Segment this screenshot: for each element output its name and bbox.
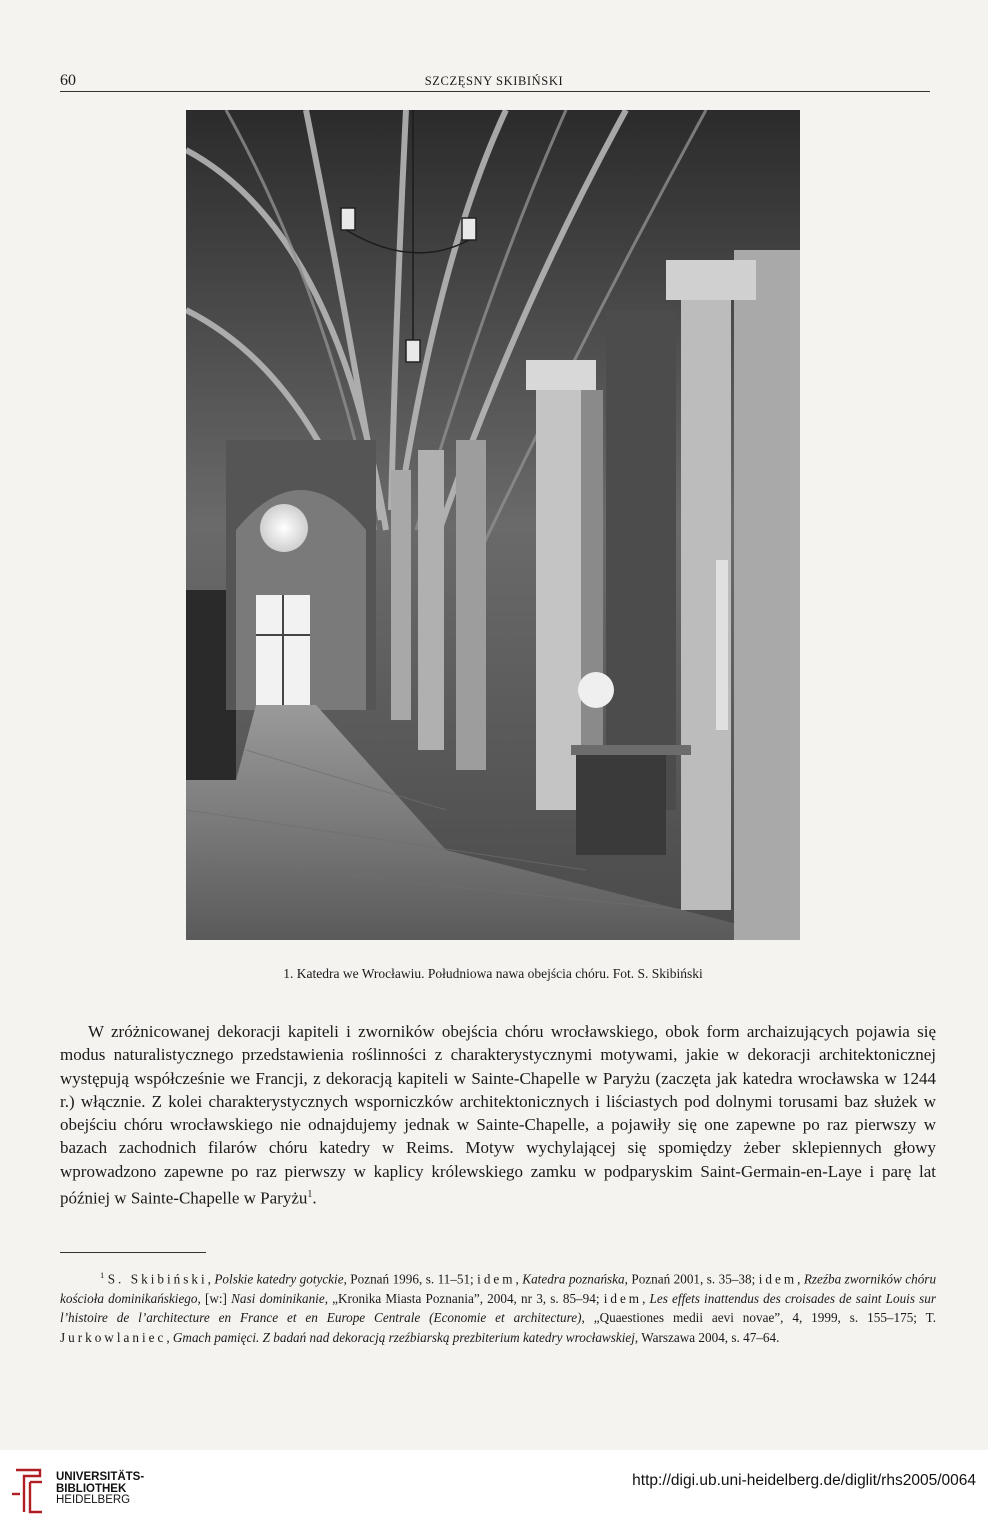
logo-line: BIBLIOTHEK (56, 1482, 127, 1495)
footnote-text: , „Kronika Miasta Poznania”, 2004, nr 3, s. 85–94; (324, 1290, 604, 1306)
footnote-author: Jurkowlaniec (60, 1329, 167, 1345)
footnote-text: , [w:] (197, 1290, 232, 1306)
source-url-link[interactable]: http://digi.ub.uni-heidelberg.de/diglit/rhs2005/0064 (632, 1472, 976, 1489)
footnote-title: Rzeźba zworników chóru kościoła dominikańskiego (60, 1271, 937, 1306)
logo-line: UNIVERSITÄTS- (56, 1471, 145, 1483)
footnote-author: S. Skibiński (107, 1271, 208, 1287)
footnote-text: , Poznań 2001, s. 35–38; (624, 1271, 759, 1287)
footnote-idem: idem (603, 1290, 643, 1306)
footnote-text: , Warszawa 2004, s. 47–64. (634, 1329, 780, 1345)
cathedral-photo (186, 110, 800, 940)
footnote-title: Les effets inattendus des croisades de saint Louis sur l’histoire de l’architecture en France et en Europe Centrale (Economie et architecture) (60, 1290, 936, 1326)
footnote-title: Nasi dominikanie (231, 1290, 325, 1306)
footnote-title: Polskie katedry gotyckie (214, 1271, 344, 1287)
library-logo-icon (10, 1466, 46, 1516)
footnote-idem: idem (477, 1271, 516, 1287)
footnote-text: , (166, 1329, 173, 1345)
footnote-rule (60, 1252, 206, 1253)
footnote-number: 1 (100, 1270, 105, 1280)
header-rule (60, 91, 930, 92)
logo-line: HEIDELBERG (56, 1494, 131, 1506)
footnote-reference[interactable]: 1 (307, 1189, 313, 1201)
running-head: SZCZĘSNY SKIBIŃSKI (424, 74, 564, 88)
footnote: $^1$ S. Skibiński, Polskie katedry gotyckie, Poznań 1996, s. 11–51; idem, Katedra poznańska, Poznań 2001, s. 35–38; idem, Rzeźba zworników chóru kościoła dominikańskiego, [w:] Nasi dominikanie, „Kronika Miasta Poznania”, 2004, nr 3, s. 85–94; idem, Les effets inattendus des croisades de saint Louis sur l’histoire de l’architecture en France et en Europe Centrale (Economie et architecture), „Quaestiones medii aevi novae”, 4, 1999, s. 155–175; T. Jurkowlaniec, Gmach pamięci. Z badań nad dekoracją rzeźbiarską prezbiterium katedry wrocławskiej, Warszawa 2004, s. 47–64. (60, 1270, 937, 1345)
footnote-title: Gmach pamięci. Z badań nad dekoracją rzeźbiarską prezbiterium katedry wrocławskiej (172, 1329, 635, 1345)
cathedral-aisle-image (186, 110, 800, 940)
body-paragraph: W zróżnicowanej dekoracji kapiteli i zworników obejścia chóru wrocławskiego, obok form archaizujących pojawia się modus naturalistycznego przedstawienia roślinności z charakterystycznymi motywami, jakie w dekoracji architektonicznej występują współcześnie we Francji, z dekoracją kapiteli w Sainte-Chapelle w Paryżu (zaczęta jak katedra wrocławska w 1244 r.) włącznie. Z kolei charakterystycznych wsporniczków architektonicznych i liściastych pod dolnymi torusami baz służek w obejściu chóru wrocławskiego nie odnajdujemy jednak w Sainte-Chapelle, a pojawiły się one zapewne po raz pierwszy w bazach zachodnich filarów chóru katedry w Reims. Motyw wychylającej się spomiędzy żeber sklepiennych głowy wprowadzono zapewne po raz pierwszy w kaplicy królewskiego zamku w podparyskim Saint-Germain-en-Laye i parę lat później w Sainte-Chapelle w Paryżu$^1$. (60, 1022, 936, 1208)
footnote-title: Katedra poznańska (522, 1271, 625, 1287)
footnote-idem: idem (758, 1271, 798, 1287)
page-number: 60 (60, 72, 76, 89)
body-text: W zróżnicowanej dekoracji kapiteli i zworników obejścia chóru wrocławskiego, obok form archaizujących pojawia się modus naturalistycznego przedstawienia roślinności z charakterystycznymi motywami, jakie w dekoracji architektonicznej występują współcześnie we Francji, z dekoracją kapiteli w Sainte-Chapelle w Paryżu (zaczęta jak katedra wrocławska w 1244 r.) włącznie. Z kolei charakterystycznych wsporniczków architektonicznych i liściastych pod dolnymi torusami baz służek w obejściu chóru wrocławskiego nie odnajdujemy jednak w Sainte-Chapelle, a pojawiły się one zapewne po raz pierwszy w bazach zachodnich filarów chóru katedry w Reims. Motyw wychylającej się spomiędzy żeber sklepiennych głowy wprowadzono zapewne po raz pierwszy w kaplicy królewskiego zamku w podparyskim Saint-Germain-en-Laye i parę lat później w Sainte-Chapelle w Paryżu (60, 1022, 936, 1208)
footnote-text: , „Quaestiones medii aevi novae”, 4, 1999, s. 155–175; T. (581, 1310, 937, 1326)
figure-caption: 1. Katedra we Wrocławiu. Południowa nawa obejścia chóru. Fot. S. Skibiński (283, 966, 703, 981)
library-logo-text (56, 1472, 144, 1507)
footnote-text: , Poznań 1996, s. 11–51; (343, 1271, 478, 1287)
